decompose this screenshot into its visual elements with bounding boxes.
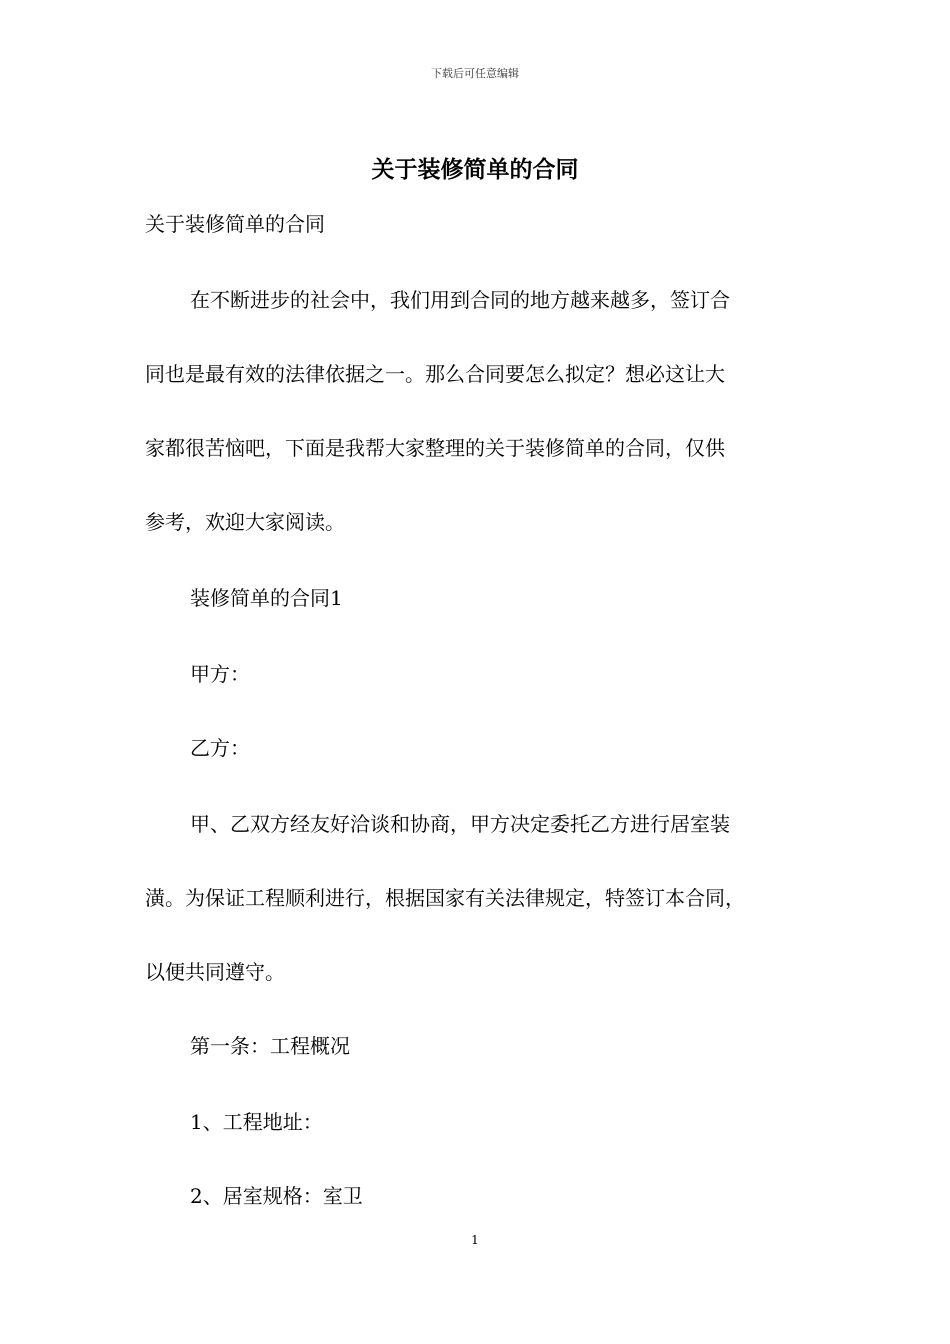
intro-line-3: 家都很苦恼吧，下面是我帮大家整理的关于装修简单的合同，仅供 [145, 436, 725, 460]
agreement-line-3: 以便共同遵守。 [145, 960, 285, 984]
section-heading: 装修简单的合同1 [190, 586, 343, 610]
page-header-note: 下载后可任意编辑 [431, 67, 519, 80]
agreement-line-2: 潢。为保证工程顺利进行，根据国家有关法律规定，特签订本合同， [145, 886, 745, 910]
article-1-item-2: 2、居室规格：室卫 [190, 1184, 363, 1208]
article-1-item-1: 1、工程地址： [190, 1110, 323, 1134]
article-1-heading: 第一条：工程概况 [190, 1034, 350, 1058]
agreement-line-1: 甲、乙双方经友好洽谈和协商，甲方决定委托乙方进行居室装 [190, 812, 730, 836]
document-title: 关于装修简单的合同 [371, 156, 579, 183]
intro-line-2: 同也是最有效的法律依据之一。那么合同要怎么拟定？想必这让大 [145, 362, 725, 386]
intro-line-4: 参考，欢迎大家阅读。 [145, 510, 345, 534]
document-subtitle: 关于装修简单的合同 [145, 212, 325, 236]
party-b-label: 乙方： [190, 736, 250, 760]
page-number: 1 [471, 1233, 479, 1247]
party-a-label: 甲方： [190, 662, 250, 686]
intro-line-1: 在不断进步的社会中，我们用到合同的地方越来越多，签订合 [190, 288, 730, 312]
